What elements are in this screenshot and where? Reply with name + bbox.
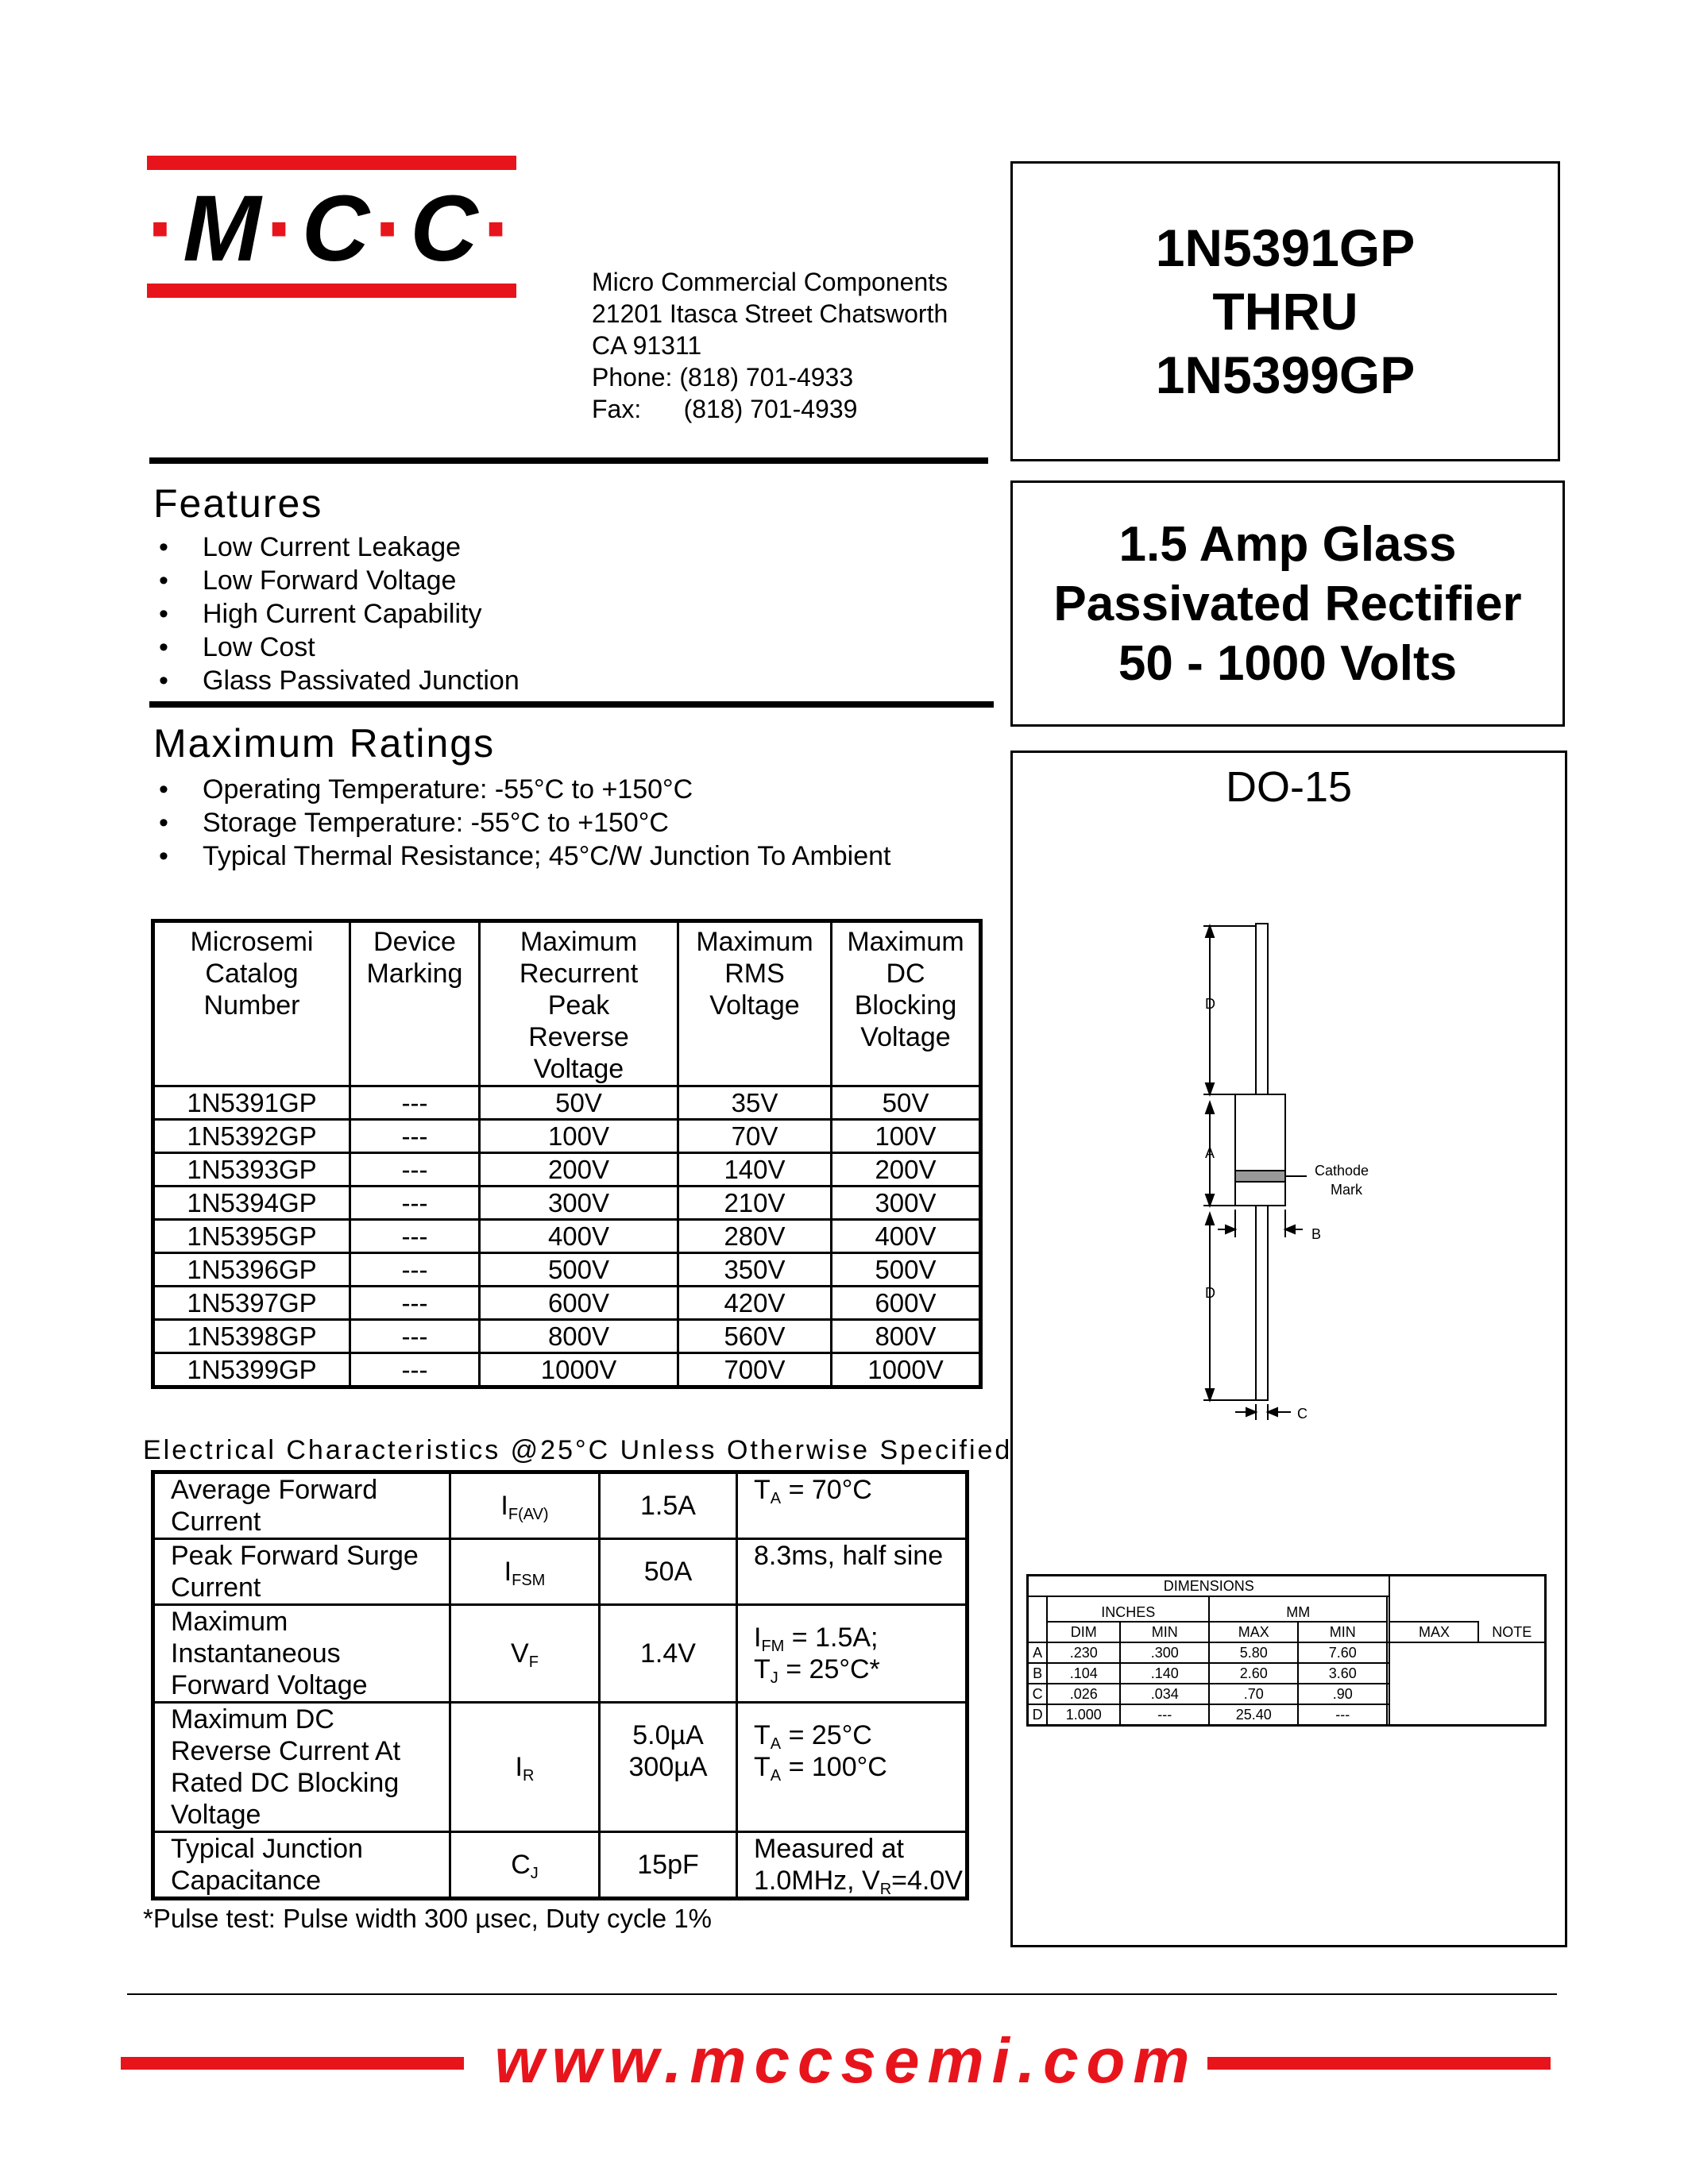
features-heading: Features: [153, 481, 323, 526]
table-row: 1N5397GP --- 600V 420V 600V: [153, 1287, 981, 1320]
table-row: [153, 1605, 968, 1703]
list-item: • Typical Thermal Resistance; 45°C/W Junction To Ambient: [159, 841, 891, 871]
electrical-heading: Electrical Characteristics @25°C Unless Otherwise Specified: [143, 1435, 1013, 1465]
footer-divider: [127, 1993, 1557, 1995]
company-logo: [147, 176, 528, 281]
dimensions-table: [1026, 1574, 1547, 1727]
col-rms-voltage: Maximum RMS Voltage: [678, 921, 832, 1086]
diode-body: [1235, 1094, 1285, 1206]
divider: [149, 701, 994, 708]
logo-dot: ·: [374, 176, 411, 281]
max-ratings-list: [151, 773, 891, 873]
parameter-cell: Average Forward Current: [153, 1472, 450, 1539]
value-cell: 5.0µA 300µA: [600, 1703, 737, 1832]
table-header-row: [153, 921, 981, 1086]
table-row: 1N5398GP --- 800V 560V 800V: [153, 1320, 981, 1353]
col-catalog-number: Microsemi Catalog Number: [153, 921, 350, 1086]
logo-letter-c: C: [301, 176, 375, 281]
parameter-cell: Typical Junction Capacitance: [153, 1832, 450, 1899]
col-dc-blocking-voltage: Maximum DC Blocking Voltage: [832, 921, 981, 1086]
symbol-cell: $C_J$: [450, 1832, 600, 1899]
logo-dot: ·: [265, 176, 302, 281]
table-row: 1N5392GP --- 100V 70V 100V: [153, 1120, 981, 1153]
dim-label-c: C: [1297, 1406, 1308, 1422]
footer-right-bar: [1207, 2057, 1551, 2070]
lower-lead: [1256, 1206, 1268, 1400]
upper-lead: [1256, 924, 1268, 1094]
table-row: B .104 .140 2.60 3.60: [1028, 1663, 1546, 1684]
value-cell: 50A: [600, 1539, 737, 1605]
list-item: • Low Cost: [159, 632, 315, 662]
col-recurrent-peak-voltage: Maximum Recurrent Peak Reverse Voltage: [480, 921, 678, 1086]
logo-letter-c: C: [410, 176, 483, 281]
company-street: 21201 Itasca Street Chatsworth: [592, 299, 948, 328]
table-row: A .230 .300 5.80 7.60: [1028, 1642, 1546, 1663]
list-item: • Glass Passivated Junction: [159, 666, 520, 696]
table-row: 1N5393GP --- 200V 140V 200V: [153, 1153, 981, 1187]
website-link[interactable]: www.mccsemi.com: [494, 2025, 1198, 2096]
electrical-table: [151, 1470, 969, 1900]
table-row: 1N5391GP --- 50V 35V 50V: [153, 1086, 981, 1120]
table-header-row: DIM MIN MAX MIN MAX NOTE: [1028, 1622, 1546, 1642]
logo-dot: ·: [482, 176, 519, 281]
logo-bottom-bar: [147, 284, 516, 298]
table-row: 1N5396GP --- 500V 350V 500V: [153, 1253, 981, 1287]
parameter-cell: Maximum DC Reverse Current At Rated DC Blocking Voltage: [153, 1703, 450, 1832]
package-box: [1010, 751, 1567, 1947]
dim-label-d: D: [1205, 996, 1215, 1012]
description-line: 50 - 1000 Volts: [1118, 635, 1458, 691]
dim-label-b: B: [1311, 1226, 1322, 1242]
table-row: 1N5395GP --- 400V 280V 400V: [153, 1220, 981, 1253]
col-device-marking: Device Marking: [350, 921, 480, 1086]
cathode-band: [1235, 1171, 1285, 1182]
features-list: [151, 531, 520, 697]
list-item: • High Current Capability: [159, 599, 482, 629]
company-city: CA 91311: [592, 331, 702, 360]
table-row: [153, 1539, 968, 1605]
dim-label-a: A: [1205, 1145, 1215, 1161]
dim-label-d: D: [1205, 1285, 1215, 1301]
condition-cell: Measured at 1.0MHz, $V_R=4.0V$: [737, 1832, 968, 1899]
company-fax: Fax: (818) 701-4939: [592, 395, 858, 423]
table-row: 1N5399GP --- 1000V 700V 1000V: [153, 1353, 981, 1387]
part-number-last: 1N5399GP: [1155, 345, 1416, 404]
logo-top-bar: [147, 156, 516, 170]
pulse-footnote: *Pulse test: Pulse width 300 µsec, Duty cycle 1%: [143, 1904, 713, 1933]
condition-cell: 8.3ms, half sine: [737, 1539, 968, 1605]
condition-cell: $I_{FM} = 1.5A$; $T_J = 25^\circ C*$: [737, 1605, 968, 1703]
package-outline-drawing: [1013, 753, 1565, 1468]
ratings-table: [151, 919, 983, 1389]
parameter-cell: Peak Forward Surge Current: [153, 1539, 450, 1605]
symbol-cell: $I_R$: [450, 1703, 600, 1832]
part-number-first: 1N5391GP: [1155, 218, 1416, 277]
table-row: [153, 1832, 968, 1899]
cathode-mark-label: Mark: [1331, 1182, 1362, 1198]
condition-cell: $T_A = 70^\circ C$: [737, 1472, 968, 1539]
table-row: C .026 .034 .70 .90: [1028, 1684, 1546, 1704]
value-cell: 1.5A: [600, 1472, 737, 1539]
footer-left-bar: [121, 2057, 464, 2070]
package-name: DO-15: [1225, 763, 1353, 811]
list-item: • Operating Temperature: -55°C to +150°C: [159, 774, 693, 805]
table-row: D 1.000 --- 25.40 ---: [1028, 1704, 1546, 1726]
symbol-cell: $V_F$: [450, 1605, 600, 1703]
table-row: 1N5394GP --- 300V 210V 300V: [153, 1187, 981, 1220]
condition-cell: $T_A = 25^\circ C$ $T_A = 100^\circ C$: [737, 1703, 968, 1832]
symbol-cell: $I_{FSM}$: [450, 1539, 600, 1605]
description-line: Passivated Rectifier: [1053, 576, 1522, 631]
company-phone: Phone: (818) 701-4933: [592, 363, 854, 392]
table-row: DIMENSIONS: [1028, 1576, 1546, 1597]
logo-letter-m: M: [183, 176, 266, 281]
company-address: [592, 266, 948, 425]
table-row: [153, 1703, 968, 1832]
symbol-cell: $I_{F(AV)}$: [450, 1472, 600, 1539]
part-number-box: [1010, 161, 1560, 461]
description-line: 1.5 Amp Glass: [1118, 516, 1457, 572]
part-number-thru: THRU: [1212, 282, 1358, 341]
max-ratings-heading: Maximum Ratings: [153, 721, 496, 766]
list-item: • Low Current Leakage: [159, 532, 462, 562]
list-item: • Storage Temperature: -55°C to +150°C: [159, 808, 669, 838]
divider: [149, 457, 988, 464]
product-description-box: [1010, 480, 1565, 727]
cathode-mark-label: Cathode: [1315, 1163, 1369, 1179]
table-row: [153, 1472, 968, 1539]
table-row: INCHES MM: [1028, 1596, 1546, 1622]
logo-dot: ·: [147, 176, 183, 281]
parameter-cell: Maximum Instantaneous Forward Voltage: [153, 1605, 450, 1703]
list-item: • Low Forward Voltage: [159, 565, 457, 596]
value-cell: 15pF: [600, 1832, 737, 1899]
value-cell: 1.4V: [600, 1605, 737, 1703]
company-name: Micro Commercial Components: [592, 268, 948, 296]
